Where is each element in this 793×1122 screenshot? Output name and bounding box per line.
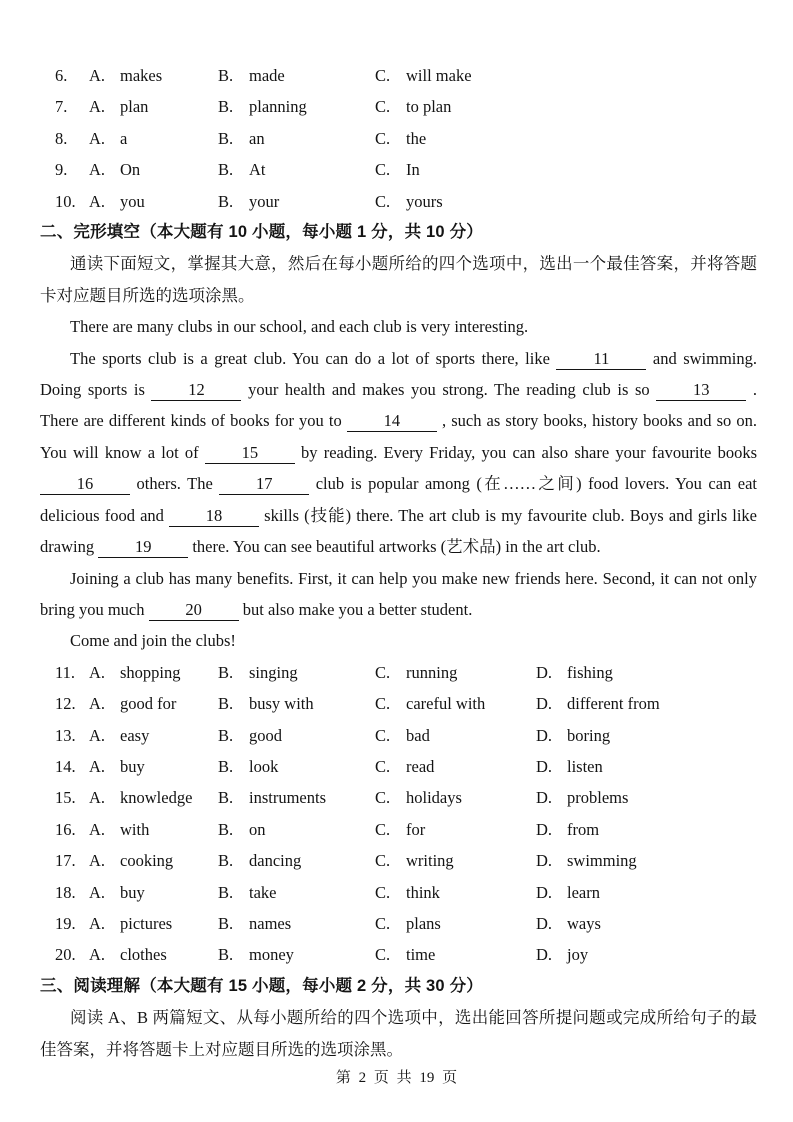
question-number: 7.	[55, 97, 68, 117]
option-text: boring	[567, 725, 611, 745]
option-b	[218, 908, 375, 939]
option-a	[89, 91, 218, 122]
option-a	[89, 908, 218, 939]
option-c	[375, 939, 536, 970]
passage-paragraph-4: Come and join the clubs!	[70, 631, 236, 651]
option-letter: C.	[375, 97, 391, 117]
option-text: an	[249, 128, 265, 148]
option-letter: D.	[536, 662, 553, 682]
option-letter: B.	[218, 160, 234, 180]
option-letter: B.	[218, 128, 234, 148]
option-c	[375, 782, 536, 813]
option-text: easy	[120, 725, 150, 745]
option-text: running	[406, 662, 458, 682]
option-text: to plan	[406, 97, 452, 117]
option-letter: B.	[218, 945, 234, 965]
option-text: In	[406, 160, 420, 180]
option-letter: A.	[89, 756, 106, 776]
option-text: a	[120, 128, 128, 148]
option-text: will make	[406, 66, 472, 85]
page-number-footer: 第 2 页 共 19 页	[335, 1070, 458, 1086]
passage-paragraph-2: The sports club is a great club. You can do a lot of sports there, like 11 and swimming. Doing sports is 12 your health and makes you strong. The reading club is so 13 . There are different kinds of books for you to 14 , such as story books, history books and so on. You will know a lot of 15 by reading. Every Friday, you can also share your favourite books 16 others. The 17 club is popular among (在……之间) food lovers. You can eat delicious food and 18 skills (技能) there. The art club is my favourite club. Boys and girls like drawing 19 there. You can see beautiful artworks (艺术品) in the art club.	[40, 348, 758, 557]
option-d	[536, 688, 757, 719]
option-letter: B.	[218, 694, 234, 714]
cloze-blank-20: 20	[149, 600, 239, 621]
option-letter: C.	[375, 191, 391, 211]
question-row-18	[40, 877, 757, 908]
option-text: look	[249, 756, 279, 776]
option-d	[536, 908, 757, 939]
option-letter: A.	[89, 851, 106, 871]
option-c	[375, 908, 536, 939]
option-d	[536, 720, 757, 751]
option-letter: D.	[536, 694, 553, 714]
option-letter: D.	[536, 788, 553, 808]
question-number: 10.	[55, 191, 76, 211]
option-text: knowledge	[120, 788, 193, 808]
passage-paragraph-1: There are many clubs in our school, and each club is very interesting.	[70, 317, 529, 337]
option-d	[536, 939, 757, 970]
option-letter: C.	[375, 128, 391, 148]
question-row-8	[40, 123, 757, 154]
option-letter: D.	[536, 819, 553, 839]
option-text: good	[249, 725, 282, 745]
cloze-blank-12: 12	[151, 380, 241, 401]
question-row-12	[40, 688, 757, 719]
option-letter: A.	[89, 913, 106, 933]
option-b	[218, 186, 375, 217]
option-c	[375, 91, 536, 122]
option-text: shopping	[120, 662, 181, 682]
option-c	[375, 657, 536, 688]
question-row-16	[40, 814, 757, 845]
option-text: busy with	[249, 694, 314, 714]
option-letter: B.	[218, 756, 234, 776]
option-c	[375, 186, 536, 217]
cloze-blank-18: 18	[169, 506, 259, 527]
option-text: fishing	[567, 662, 613, 682]
section2-instructions: 通读下面短文，掌握其大意，然后在每小题所给的四个选项中，选出一个最佳答案，并将答题卡对应题目所选的选项涂黑。	[40, 254, 757, 305]
option-text: careful with	[406, 694, 486, 714]
option-letter: C.	[375, 788, 391, 808]
option-letter: D.	[536, 945, 553, 965]
option-d	[536, 877, 757, 908]
option-a	[89, 186, 218, 217]
option-letter: A.	[89, 725, 106, 745]
option-text: writing	[406, 851, 454, 871]
option-c	[375, 720, 536, 751]
option-letter: B.	[218, 191, 234, 211]
option-a	[89, 154, 218, 185]
option-text: At	[249, 160, 266, 180]
question-number: 20.	[55, 945, 76, 965]
option-text: buy	[120, 756, 145, 776]
option-text: swimming	[567, 851, 637, 871]
option-letter: C.	[375, 160, 391, 180]
question-row-20	[40, 939, 757, 970]
option-letter: B.	[218, 913, 234, 933]
section3-heading: 三、阅读理解（本大题有 15 小题，每小题 2 分，共 30 分）	[40, 976, 483, 995]
section3-instructions: 阅读 A、B 两篇短文、从每小题所给的四个选项中，选出能回答所提问题或完成所给句子的最佳答案，并将答题卡上对应题目所选的选项涂黑。	[40, 1008, 757, 1059]
option-b	[218, 939, 375, 970]
cloze-blank-13: 13	[656, 380, 746, 401]
option-b	[218, 123, 375, 154]
option-letter: B.	[218, 851, 234, 871]
option-text: makes	[120, 66, 163, 85]
option-text: time	[406, 945, 436, 965]
option-a	[89, 720, 218, 751]
option-text: with	[120, 819, 150, 839]
option-text: planning	[249, 97, 307, 117]
option-text: read	[406, 756, 435, 776]
option-letter: A.	[89, 128, 106, 148]
option-text: problems	[567, 788, 629, 808]
option-a	[89, 657, 218, 688]
option-b	[218, 877, 375, 908]
option-d	[536, 751, 757, 782]
option-text: different from	[567, 694, 660, 714]
option-letter: C.	[375, 851, 391, 871]
option-letter: B.	[218, 66, 234, 85]
option-text: learn	[567, 882, 600, 902]
option-a	[89, 845, 218, 876]
option-text: bad	[406, 725, 430, 745]
option-letter: B.	[218, 788, 234, 808]
option-a	[89, 814, 218, 845]
option-b	[218, 720, 375, 751]
option-letter: D.	[536, 882, 553, 902]
option-text: On	[120, 160, 141, 180]
option-b	[218, 60, 375, 91]
option-d	[536, 657, 757, 688]
option-letter: B.	[218, 819, 234, 839]
option-text: pictures	[120, 913, 173, 933]
option-text: made	[249, 66, 285, 85]
question-number: 8.	[55, 128, 68, 148]
option-letter: C.	[375, 882, 391, 902]
question-number: 18.	[55, 882, 76, 902]
option-a	[89, 782, 218, 813]
question-number: 11.	[55, 662, 76, 682]
option-b	[218, 751, 375, 782]
option-b	[218, 657, 375, 688]
option-b	[218, 154, 375, 185]
question-row-11	[40, 657, 757, 688]
option-d	[536, 845, 757, 876]
option-letter: D.	[536, 851, 553, 871]
question-list-6-10	[40, 60, 757, 217]
option-a	[89, 123, 218, 154]
option-letter: C.	[375, 756, 391, 776]
option-text: joy	[567, 945, 589, 965]
option-c	[375, 154, 536, 185]
cloze-blank-19: 19	[98, 537, 188, 558]
option-letter: C.	[375, 725, 391, 745]
option-letter: B.	[218, 882, 234, 902]
question-row-6	[40, 60, 757, 91]
option-d	[536, 782, 757, 813]
option-c	[375, 123, 536, 154]
option-text: good for	[120, 694, 177, 714]
option-letter: C.	[375, 694, 391, 714]
option-text: money	[249, 945, 294, 965]
question-number: 14.	[55, 756, 76, 776]
question-row-14	[40, 751, 757, 782]
cloze-passage	[40, 311, 757, 656]
option-c	[375, 688, 536, 719]
option-d	[536, 814, 757, 845]
option-text: take	[249, 882, 277, 902]
option-text: dancing	[249, 851, 302, 871]
cloze-blank-15: 15	[205, 443, 295, 464]
question-number: 13.	[55, 725, 76, 745]
option-text: think	[406, 882, 440, 902]
option-text: instruments	[249, 788, 326, 808]
question-row-10	[40, 186, 757, 217]
option-letter: A.	[89, 882, 106, 902]
option-text: plans	[406, 913, 441, 933]
option-letter: C.	[375, 66, 391, 85]
question-row-9	[40, 154, 757, 185]
option-text: on	[249, 819, 266, 839]
question-number: 9.	[55, 160, 68, 180]
option-letter: A.	[89, 694, 106, 714]
question-row-7	[40, 91, 757, 122]
option-letter: B.	[218, 662, 234, 682]
option-text: clothes	[120, 945, 167, 965]
question-row-19	[40, 908, 757, 939]
option-c	[375, 751, 536, 782]
question-number: 6.	[55, 66, 68, 85]
question-number: 12.	[55, 694, 76, 714]
question-number: 17.	[55, 851, 76, 871]
cloze-blank-17: 17	[219, 474, 309, 495]
option-b	[218, 845, 375, 876]
question-row-17	[40, 845, 757, 876]
section2-heading: 二、完形填空（本大题有 10 小题，每小题 1 分，共 10 分）	[40, 223, 483, 242]
option-letter: C.	[375, 913, 391, 933]
option-letter: D.	[536, 913, 553, 933]
cloze-blank-14: 14	[347, 411, 437, 432]
option-text: buy	[120, 882, 145, 902]
option-text: the	[406, 128, 427, 148]
option-c	[375, 814, 536, 845]
option-text: your	[249, 191, 280, 211]
option-text: listen	[567, 756, 603, 776]
question-number: 19.	[55, 913, 76, 933]
option-b	[218, 782, 375, 813]
option-letter: A.	[89, 819, 106, 839]
page-content	[40, 60, 757, 1065]
cloze-blank-11: 11	[556, 349, 646, 370]
option-letter: A.	[89, 788, 106, 808]
option-text: yours	[406, 191, 443, 211]
option-text: for	[406, 819, 426, 839]
question-number: 16.	[55, 819, 76, 839]
option-letter: A.	[89, 160, 106, 180]
option-c	[375, 877, 536, 908]
option-b	[218, 91, 375, 122]
question-row-15	[40, 782, 757, 813]
option-letter: A.	[89, 945, 106, 965]
option-b	[218, 814, 375, 845]
option-letter: A.	[89, 66, 106, 85]
option-letter: C.	[375, 819, 391, 839]
option-letter: C.	[375, 945, 391, 965]
option-c	[375, 60, 536, 91]
option-text: cooking	[120, 851, 174, 871]
question-list-11-20	[40, 657, 757, 971]
option-letter: B.	[218, 725, 234, 745]
option-text: singing	[249, 662, 298, 682]
option-letter: D.	[536, 725, 553, 745]
option-text: plan	[120, 97, 149, 117]
option-text: from	[567, 819, 600, 839]
option-b	[218, 688, 375, 719]
option-a	[89, 688, 218, 719]
option-text: you	[120, 191, 145, 211]
option-letter: D.	[536, 756, 553, 776]
option-letter: A.	[89, 97, 106, 117]
option-letter: A.	[89, 662, 106, 682]
question-number: 15.	[55, 788, 76, 808]
passage-paragraph-3: Joining a club has many benefits. First, it can help you make new friends here. Second, it can not only bring you much 20 but also make you a better student.	[40, 568, 757, 619]
option-c	[375, 845, 536, 876]
question-row-13	[40, 720, 757, 751]
option-a	[89, 939, 218, 970]
option-a	[89, 751, 218, 782]
option-letter: A.	[89, 191, 106, 211]
cloze-blank-16: 16	[40, 474, 130, 495]
option-letter: B.	[218, 97, 234, 117]
option-letter: C.	[375, 662, 391, 682]
option-text: ways	[567, 913, 601, 933]
option-text: names	[249, 913, 292, 933]
option-a	[89, 877, 218, 908]
option-a	[89, 60, 218, 91]
option-text: holidays	[406, 788, 462, 808]
